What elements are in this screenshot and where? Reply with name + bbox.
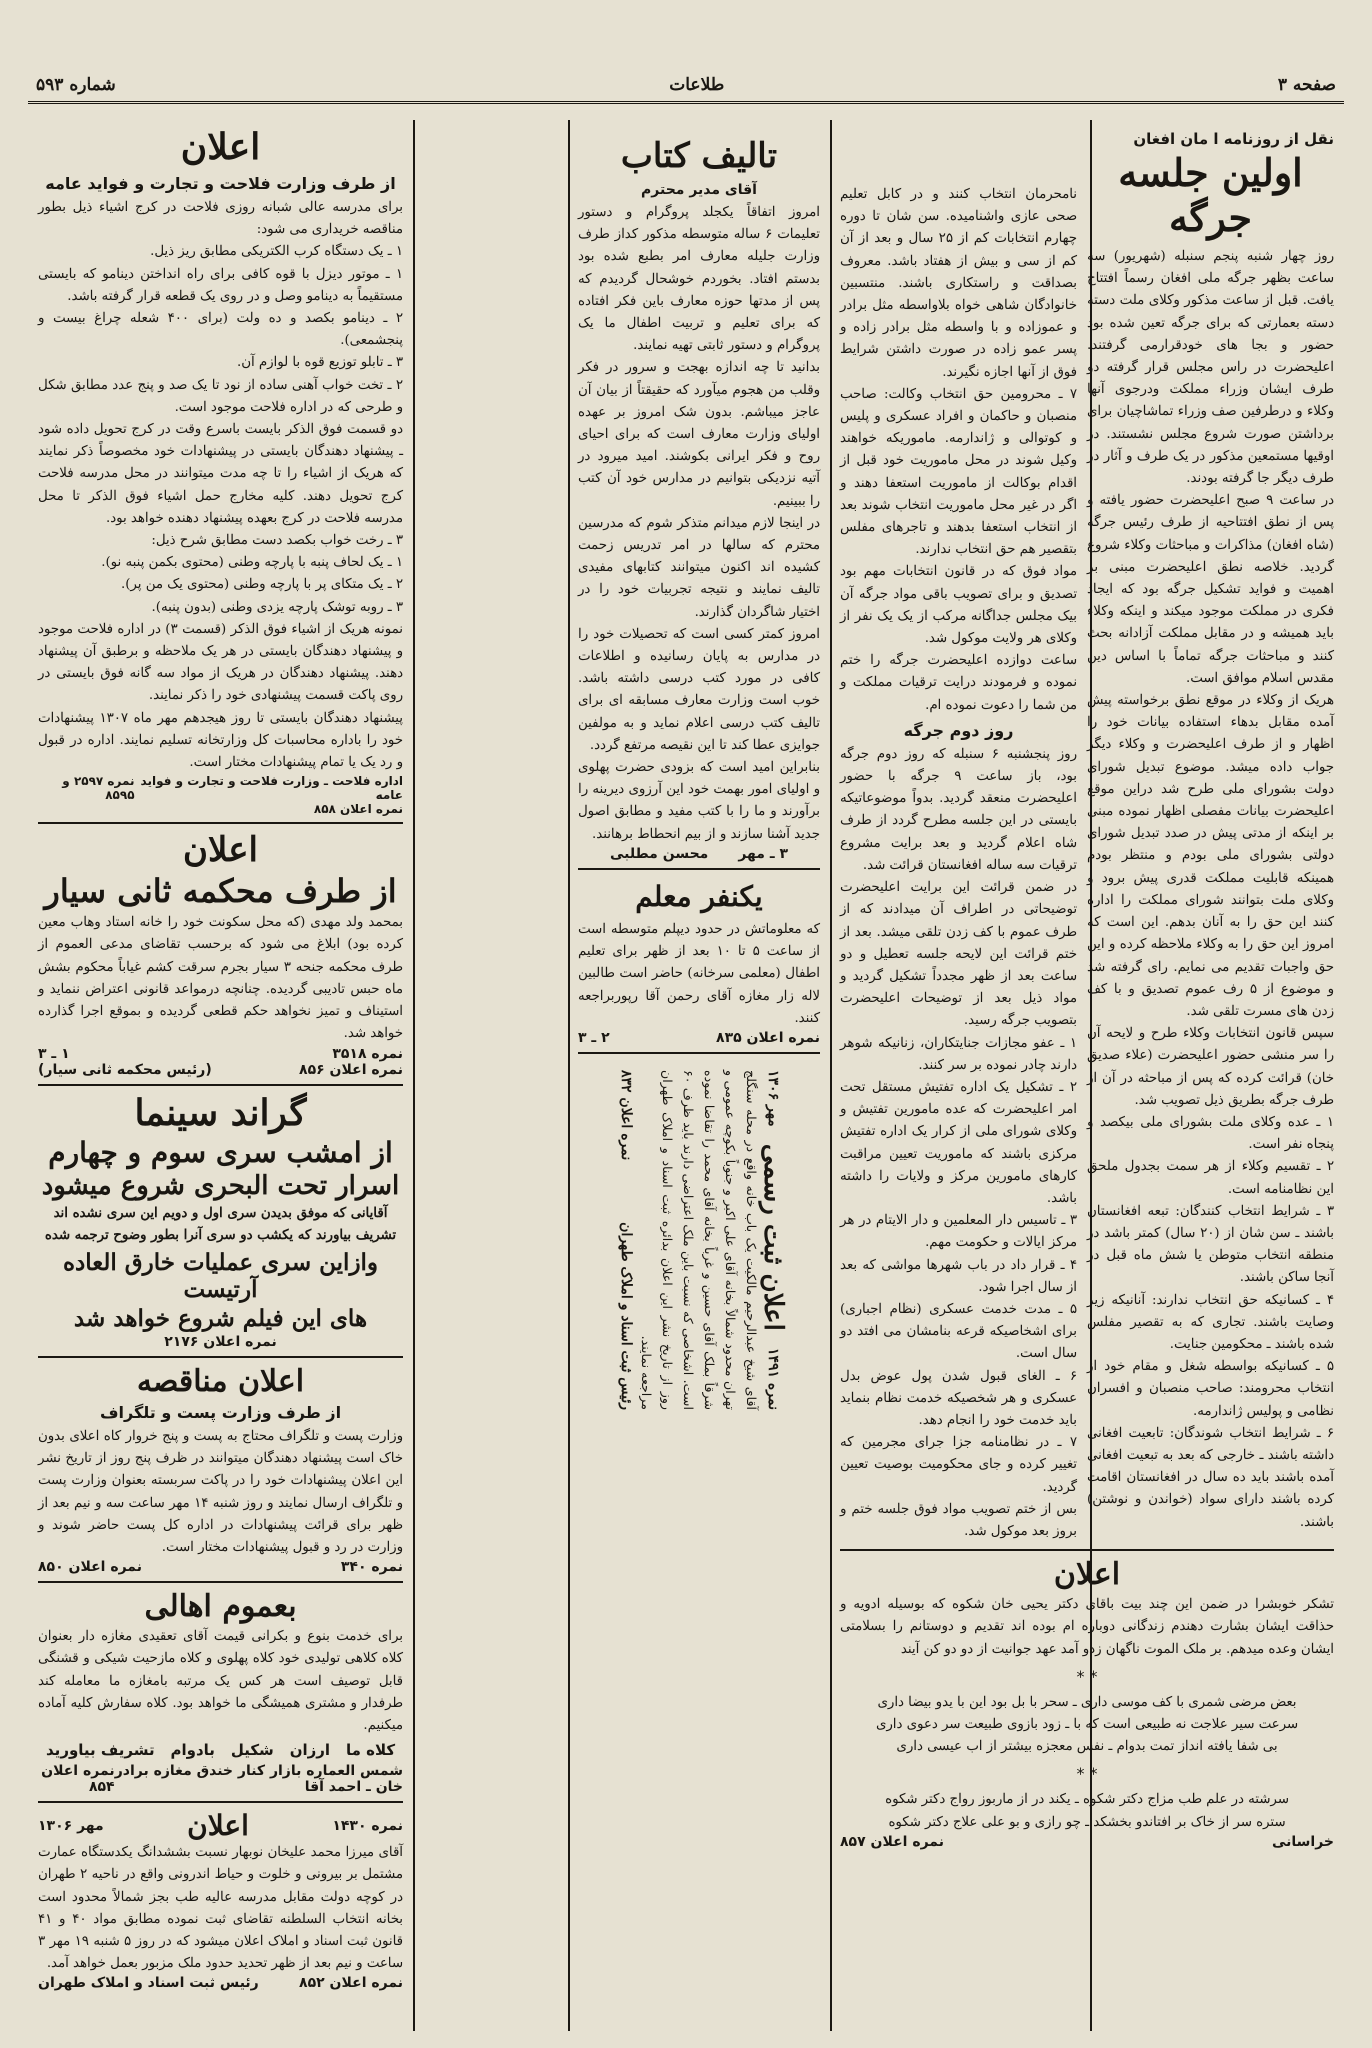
rotated-title: اعلان ثبت رسمی	[758, 1143, 788, 1331]
divider	[578, 1052, 820, 1054]
registry-footer	[38, 1975, 403, 1991]
law-item: ساعت دوازده اعلیحضرت جرگه را ختم نموده و فرمودند درایت ترقیات مملکت و من شما را دعوت نموده ام.	[840, 653, 1078, 713]
poem-verse: سرشته در علم طب مزاج دکتر شکوه ـ یکند در از ماربوز رواج دکتر شکوه	[885, 1792, 1289, 1808]
poem-verse: ستره سر از خاک بر افتاندو بخشکد ـ چو رازی و بو علی علاج دکتر شکوه	[888, 1814, 1286, 1830]
signature: خراسانی	[1271, 1833, 1334, 1850]
cinema-line: آقایانی که موفق بدیدن سری اول و دویم این سری نشده اند تشریف بیاورند که یکشب دو سری آنرا بطور وضوح ترجمه شده	[44, 1205, 397, 1243]
divider	[38, 1356, 403, 1358]
notice-body: نمونه هریک از اشیاء فوق الذکر (قسمت ۳) در اداره فلاحت موجود و پیشنهاد دهندگان بایستی در هر یک ملاحظه و برطبق آن پیشنهاد دهند. پیشنهاد دهندگان در هریک از مواد سه گانه فوق بایستی در روی پاکت قسمت پیشنهادی خود را ذکر نمایند.	[38, 621, 404, 704]
article-signoff	[578, 846, 820, 862]
notice-run: ۱ ـ ۳	[38, 1045, 70, 1062]
notice-footer	[38, 774, 403, 802]
notice-reference: نمره ۳۵۱۸	[332, 1045, 403, 1062]
notice-item: ۲ ـ تخت خواب آهنی ساده از نود تا یک صد و پنج عدد مطابق شکل و طرحی که در اداره فلاحت موجود است.	[38, 377, 403, 415]
shop-address: شمس العماره بازار کنار خندق مغازه برادر خان ـ احمد آقا	[114, 1763, 403, 1796]
rotated-footer	[615, 1070, 636, 1410]
source-line: نقل از روزنامه ا مان افغان	[1133, 130, 1334, 148]
article-paragraph: بنابراین امید است که بزودی حضرت پهلوی و اولیای امور بهمت خود این آرزوی دیرینه را برآورند و ما را با کتب مفید و مطابق اصول جدید آشنا سازند و از بیم انحطاط برهانند.	[578, 760, 820, 842]
law-item: ۳ ـ تاسیس دار المعلمین و دار الایتام در هر مرکز ایالات و حکومت مهم.	[840, 1213, 1078, 1251]
ad-number-run: ۲ ـ ۳	[578, 1029, 610, 1046]
notice-number: نمره اعلان ۸۵۶	[299, 1061, 403, 1078]
law-item: ۵ ـ کسانیکه بواسطه شغل و مقام خود از انتخاب محرومند: صاحب منصبان و افسران نظامی و پولیس ژاندارمه.	[1087, 1359, 1334, 1419]
column-notices	[28, 120, 413, 2031]
notice-number: نمره اعلان ۸۵۰	[38, 1559, 142, 1576]
notice-item: ۲ ـ یک متکای پر با پارچه وطنی (محتوی یک من پر).	[121, 577, 403, 593]
notice-item: ۳ ـ رخت خواب بکصد دست مطابق شرح ذیل:	[151, 533, 403, 549]
law-item: ۶ ـ شرایط انتخاب شوندگان: تابعیت افغانی داشته باشند ـ خارجی که بعد به تبعیت افغانی آمده باشند باید ده سال در افغانستان اقامت کرده باشند دارای سواد (خواندن و نوشتن) باشند.	[1087, 1425, 1334, 1530]
notice-body: پیشنهاد دهندگان بایستی تا روز هیجدهم مهر ماه ۱۳۰۷ پیشنهادات خود را باداره محاسبات کل وزارتخانه تسلیم نمایند. اداره در قبول و رد یک یا تمام پیشنهادات مختار است.	[38, 710, 403, 771]
public-notice-title: بعموم اهالی	[144, 1589, 297, 1625]
notice-number: نمره اعلان ۸۵۴	[41, 1763, 115, 1796]
law-item: ۲ ـ تقسیم وکلاء از هر سمت بجدول ملحق این نظامنامه است.	[1087, 1159, 1334, 1197]
notice-footer	[840, 1834, 1334, 1850]
poem-verse: سرعت سیر علاجت نه طبیعی است که با ـ زود بازوی طبیعت سر دعوی داری	[875, 1717, 1299, 1732]
slogan-word: شکیل	[230, 1741, 274, 1760]
law-item: ۶ ـ الغای قبول شدن پول عوض بدل عسکری و هر شخصیکه خدمت نظام بنماید باید خدمت خود را انجام دهد.	[840, 1368, 1078, 1428]
article-paragraph: در ضمن قرائت این برایت اعلیحضرت توضیحاتی در اطراف آن میدادند که از طرف عموم با کف زدن تلقی میشد. بعد از ختم قرائت این لایحه جلسه تعطیل و دو ساعت بعد از ظهر مجدداً تشکیل گردید و مواد ذیل بعد از توضیحات اعلیحضرت بتصویب جرگه رسید.	[840, 880, 1078, 1029]
notice-issuer: اداره فلاحت ـ وزارت فلاحت و تجارت و فواید عامه	[140, 774, 403, 803]
rotated-date: مهر ۱۳۰۶	[765, 1069, 781, 1127]
rotated-body: آقای شیخ عبدالرحیم مالکیت یک باب خانه واقع در محله سنگلج تهران محدود شمالاً بخانه آقای علی اکبر و جنوباً بکوچه عمومی و شرقاً بملک آقای حسین و غرباً بخانه آقای محمد را تقاضا نموده است. اشخاصی که نسبت باین ملک اعتراضی دارند باید ظرف ۶۰ روز از تاریخ نشر این اعلان بدائره ثبت اسناد و املاک طهران مراجعه نمایند.	[639, 1069, 759, 1410]
notice-item: ۱ ـ موتور دیزل با قوه کافی برای راه انداختن دینامو که بایستی مستقیماً به دینامو وصل و در روی یک قطعه قرار گرفته باشد.	[38, 266, 403, 304]
cinema-line: های این فیلم شروع خواهد شد	[73, 1304, 368, 1332]
tender-subtitle: از طرف وزارت پست و تلگراف	[99, 1402, 342, 1422]
notice-item: ۳ ـ تابلو توزیع قوه با لوازم آن.	[236, 355, 403, 371]
tender-number: نمره ۳۴۰	[340, 1559, 403, 1576]
public-notice-footer	[38, 1763, 403, 1795]
column-rule	[413, 120, 415, 2031]
article-paragraph: سپس قانون انتخابات وکلاء طرح و لایحه آن را سر منشی حضور اعلیحضرت (علاء صدیق خان) قرائت کرده که پس از مباحثه در آن از طرف جرگه بطریق ذیل تصویب شد.	[1087, 1026, 1334, 1108]
law-item: ۱ ـ عده وکلای ملت بشورای ملی بیکصد و پنجاه نفر است.	[1087, 1114, 1334, 1153]
separator-stars: * *	[1076, 1764, 1098, 1784]
tender-footer	[38, 1559, 403, 1575]
notice-item: ۳ ـ روبه توشک پارچه یزدی وطنی (بدون پنبه).	[151, 599, 403, 615]
notice-item: ۲ ـ دینامو بکصد و ده ولت (برای ۴۰۰ شعله چراغ بیست و پنجشمعی).	[38, 311, 404, 349]
law-item: ۷ ـ محرومین حق انتخاب وکالت: صاحب منصبان و حاکمان و افراد عسکری و پلیس و کوتوالی و ژاندارمه. ماموریکه خواهند وکیل شوند در محل ماموریت خود قبل از اقدام بوکالت از ماموریت استعفا دهند و اگر در غیر محل ماموریت انتخاب شوند بعد از انتخاب استعفا بدهند و تاجرهای مفلس بتقصیر هم حق انتخاب ندارند.	[840, 386, 1078, 558]
slogan-row	[38, 1741, 403, 1759]
notice-item: ۱ ـ یک دستگاه کرب الکتریکی مطابق ریز ذیل.	[150, 244, 403, 260]
law-item: ۲ ـ تشکیل یک اداره تفتیش مستقل تحت امر اعلیحضرت که عده مامورین تفتیش و وکلای شورای ملی از کرار یک اداره تفتیش مرکزی باشند که ماموریت تعیین مراقبت کارهای مامورین مرکز و ولایات را داشته باشد.	[840, 1079, 1078, 1206]
poem-verse: بی شفا یافته انداز تمت بدوام ـ نفس معجزه بیشتر از اب عیسی داری	[896, 1739, 1278, 1755]
notice-number: نمره اعلان ۸۵۷	[840, 1833, 944, 1850]
law-item: بس از ختم تصویب مواد فوق جلسه ختم و بروز بعد موکول شد.	[840, 1501, 1078, 1539]
article-paragraph: روز پنجشنبه ۶ سنبله که روز دوم جرگه بود، باز ساعت ۹ جرگه با حضور اعلیحضرت منعقد گردید. بدواً موضوعاتیکه بایستی در این جلسه مطرح گردد از طرف شاه اعلام گردید و بعد برایت مشروع ترقیات سه ساله افغانستان قرائت شد.	[840, 746, 1078, 873]
notice-subtitle: از طرف محکمه ثانی سیار	[44, 872, 397, 911]
jirga-article-left	[840, 126, 1077, 1543]
notice-reference: نمره ۲۵۹۷ و ۸۵۹۵	[62, 774, 135, 803]
divider	[840, 1549, 1334, 1551]
signoff-date: ۳ ـ مهر	[738, 845, 789, 862]
divider	[38, 1581, 403, 1583]
registry-date: مهر ۱۳۰۶	[38, 1817, 104, 1834]
public-notice-body: برای خدمت بنوع و بکرانی قیمت آقای تعقیدی مغازه دار بعنوان کلاه کلاهی تولیدی خود کلاه پهلوی و کلاه مازحیت شیکی و قشنگی قابل توصیف است هر کس یک مرتبه بامغازه ما معامله کند طرفدار و مشتری همیشگی ما خواهد بود. کلاه سفارش کلیه آماده میکنیم.	[38, 1629, 403, 1733]
page-number: صفحه ۳	[1277, 74, 1336, 95]
law-item: ۱ ـ عفو مجازات جنایتکاران، زنانیکه شوهر دارند چادر نموده بر سر کنند.	[840, 1035, 1078, 1073]
cinema-title: گراند سینما	[134, 1091, 307, 1134]
article-paragraph: در ساعت ۹ صبح اعلیحضرت حضور یافته و پس از نطق افتتاحیه از طرف رئیس جرگه (شاه افغان) مذاکرات و مباحثات وکلاء شروع گردید. خلاصه نطق اعلیحضرت مبنی بر اهمیت و فواید تشکیل جرگه بود که ایجاد فکری در مملکت موجود میکند و اینکه وکلاء باید همیشه و در مقابل مملکت آزادانه بحث کنند و مباحثات جرگه تماماً با اساس دین مقدس اسلام موافق است.	[1087, 493, 1335, 686]
rotated-notice-number: نمره اعلان ۸۳۲	[618, 1069, 634, 1161]
law-item: ۳ ـ شرایط انتخاب کنندگان: تبعه افغانستان باشند ـ سن شان از (۲۰ سال) کمتر باشد در منطقه انتخاب متوطن یا شش ماه قبل در آنجا ساکن باشند.	[1087, 1203, 1334, 1286]
registry-number: نمره ۱۴۳۰	[332, 1817, 403, 1834]
article-paragraph: نامحرمان انتخاب کنند و در کابل تعلیم صحی عازی واشنامیده. سن شان تا دوره چهارم انتخابات کم از ۲۵ سال و بعد از آن کم از سی و بیش از هفتاد باشد. معروف بصداقت و راستکاری باشند. منتسبین خانوادگان شاهی خواه بلاواسطه مثل برادر و عموزاده و با واسطه مثل برادر زاده و پسر عمو زاده در صورت داشتن شرایط فوق از آنها اجازه نگیرند.	[840, 187, 1078, 380]
notice-footer	[38, 802, 403, 816]
divider	[578, 868, 820, 870]
law-item: مواد فوق که در قانون انتخابات مهم بود تصدیق و برای تصویب باقی مواد جرگه آن بیک مجلس جداگانه مرکب از یک یک نفر از وکلای هر ولایت موکول شد.	[840, 564, 1078, 647]
notice-title: اعلان	[180, 126, 261, 168]
divider	[38, 822, 403, 824]
ad-title: یکنفر معلم	[635, 879, 763, 913]
separator-stars: * *	[1076, 1666, 1098, 1686]
ad-footer	[578, 1030, 820, 1046]
cinema-line: وازاین سری عملیات خارق العاده آرتیست	[62, 1248, 379, 1303]
tender-body: وزارت پست و تلگراف محتاج به پست و پنج خروار کاه اعلای بدون خاک است پیشنهاد دهندگان میتوانند در ظرف پنج روز از تاریخ نشر این اعلان پیشنهادات خود را در پاکت سربسته بعنوان وزارت پست و تلگراف ارسال نمایند و روز شنبه ۱۴ مهر ساعت سه و نیم بعد از ظهر برای قرائت پیشنهادات در اداره کل پست حاضر شوند و وزارت در رد و قبول پیشنهادات مختار است.	[38, 1428, 403, 1555]
newspaper-page	[28, 56, 1344, 2031]
divider	[38, 1801, 403, 1803]
article-paragraph: امروز کمتر کسی است که تحصیلات خود را در مدارس به پایان رسانیده و اطلاعات کافی در مورد کتب درسی داشته باشد. خوب است وزارت معارف مسابقه ای برای تالیف کتب درسی اعلام نماید و به مولفین جوایزی عطا کند تا این نقیصه مرتفع گردد.	[578, 626, 820, 753]
notice-body: تشکر خوبشرا در ضمن این چند بیت باقای دکتر یحیی خان شکوه که بوسیله ادویه و حذاقت ایشان بشارت دهندم زندگانی دوباره ام بوده اند تقدیم و دوستانم را بسلامتی ایشان وعده میدهم. بر ملک الموت ناگهان زدو آمد عهد جوانیت از دو دو کن آیند	[840, 1597, 1335, 1657]
notice-title: اعلان	[1053, 1557, 1121, 1593]
law-item: ۵ ـ مدت خدمت عسکری (نظام اجباری) برای اشخاصیکه قرعه بنامشان می افتد دو سال است.	[840, 1301, 1078, 1362]
poem-verse: بعض مرضی شمری با کف موسی داری ـ سحر با بل بود این با یدو بیضا داری	[877, 1694, 1297, 1710]
column-book	[568, 120, 830, 2031]
law-item: ۴ ـ قرار داد در باب شهرها مواشی که بعد از سال اجرا شود.	[840, 1257, 1078, 1295]
ad-number: نمره اعلان ۸۳۵	[716, 1029, 820, 1046]
registry-header	[38, 1809, 403, 1842]
cinema-line: اسرار تحت البحری شروع میشود	[41, 1170, 400, 1201]
column-jirga	[830, 120, 1344, 2031]
rotated-number: نمره ۱۴۹۱	[765, 1347, 781, 1410]
slogan-word: کلاه ما	[345, 1741, 396, 1760]
section-heading: روز دوم جرگه	[903, 720, 1014, 740]
article-paragraph: بدانید تا چه اندازه بهجت و سرور در فکر وقلب من هجوم میآورد که حقیقتاً از بیان آن عاجز میباشم. بدون شک امروز بر عهده اولیای وزارت معارف است که برای احیای روح و فکر ایرانی بکوشند. امید میرود در آتیه نزدیکی بتوانیم در مدارس خود آن کتب را ببینیم.	[578, 360, 820, 509]
slogan-word: بادوام	[170, 1741, 215, 1760]
notice-subtitle: از طرف وزارت فلاحت و تجارت و فواید عامه	[45, 174, 396, 193]
notice-footer	[38, 1062, 403, 1078]
thanks-notice	[840, 1557, 1334, 1850]
divider	[38, 1084, 403, 1086]
cinema-line: از امشب سری سوم و چهارم	[48, 1135, 393, 1169]
article-title: تالیف کتاب	[620, 136, 778, 176]
notice-number: نمره اعلان ۲۱۷۶	[164, 1333, 277, 1350]
slogan-word: تشریف بیاورید	[46, 1741, 155, 1760]
article-paragraph: روز چهار شنبه پنجم سنبله (شهریور) سه ساعت بظهر جرگه ملی افغان رسماً افتتاح یافت. قبل از ساعت مذکور وکلای ملت دسته دسته بعمارتی که برای جرگه تعین شده بود حضور و بجا های خودقرارمی گرفتند. اعلیحضرت در راس مجلس قرار گرفته دو طرف ایشان وزراء مملکت ودرجوی آنها وکلاء و درطرفین صف وزراء تماشاچیان برای برداشتن صورت شروع مجلس نشستند. در اوقیها مستمعین مذکور در یک طرف و آثار در طرف دیگر جا گرفته بودند.	[1087, 249, 1334, 487]
rotated-header	[758, 1069, 788, 1410]
slogan-word: ارزان	[289, 1741, 331, 1760]
rotated-registry-notice	[578, 1060, 820, 1420]
article-paragraph: امروز اتفاقاً یکجلد پروگرام و دستور تعلیمات ۶ ساله متوسطه مذکور کداز طرف وزارت جلیله معارف امر بطبع شده بود بدستم افتاد. بخوردم خوشحال گردیدم که پس از مدتها حوزه معارف باین فکر افتاده که برای تعلیم و تربیت اطفال ما یک پروگرام و دستور ثابتی تهیه نمایند.	[578, 205, 820, 354]
article-paragraph: هریک از وکلاء در موقع نطق برخواسته پیش آمده مقابل بدهاء استفاده بیانات خود را اظهار و از طرف اعلیحضرت و وکلاء دیگر جواب داده میشد. موضوع تبدیل شورای دولت بشورای ملی طرح شد دراین موقع اعلیحضرت بیانات مفصلی اظهار نموده مبنی بر اینکه از مدتی پیش در صدد تبدیل شورای دولتی بشورای ملی بودم و منتظر بودم همینکه قابلیت مملکت قدری پیش برود و وکلای ملت بتوانند شورای مملکت را اداره کنند این حق را به آنان بدهم. این است که امروز این حق را به وکلاء ملاحظه کرده و این حق واجبات تقدیم می نمایم. رای گرفته شد و موضوع از ۵ رف عموم تصدیق و با کف زدن های مسرت تلقی شد.	[1087, 693, 1335, 1019]
rotated-text-block	[615, 1069, 788, 1410]
rotated-signer: رئیس ثبت اسناد و املاک طهران	[618, 1222, 634, 1410]
notice-number: نمره اعلان ۸۵۲	[299, 1975, 403, 1992]
notice-number: نمره اعلان ۸۵۸	[313, 802, 403, 817]
article-paragraph: در اینجا لازم میدانم متذکر شوم که مدرسین محترم که سالها در امر تدریس زحمت کشیده اند اکنون میتوانند کتابهای مفیدی تالیف نمایند و نتیجه تجربیات خود را در اختیار شاگردان گذارند.	[578, 515, 820, 620]
jirga-article-right	[1087, 126, 1334, 1543]
notice-body: بمحمد ولد مهدی (که محل سکونت خود را خانه استاد وهاب معین کرده بود) ابلاغ می شود که برحسب تقاضای مدعی العموم از طرف محکمه جنحه ۳ سیار بجرم سرقت کشم غیاباً محکوم بشش ماه حبس تادیبی گردیده. چنانچه درمواعد قانونی اعتراض ننماید و استیناف و تمیز نخواهد حکم قطعی گردیده و بموقع اجرا گذارده خواهد شد.	[38, 915, 403, 1042]
tender-title: اعلان مناقصه	[136, 1363, 305, 1399]
notice-body: برای مدرسه عالی شبانه روزی فلاحت در کرج اشیاء ذیل بطور مناقصه خریداری می شود:	[38, 200, 403, 238]
paper-name: طلاعات	[669, 74, 725, 95]
notice-title: اعلان	[183, 830, 258, 871]
notice-issuer: (رئیس محکمه ثانی سیار)	[38, 1061, 212, 1078]
law-item: ۷ ـ در نظامنامه جزا جرای مجرمین که تغییر کرده و جای محکومیت بوصیت تعیین گردید.	[840, 1435, 1078, 1495]
notice-body: دو قسمت فوق الذکر بایست باسرع وقت در کرج تحویل داده شود ـ پیشنهاد دهندگان بایستی در پیشنهادات خود مخصوصاً ذکر نمایند که هریک از اشیاء را تا چه مدت میتوانند در محل مدرسه فلاحت کرج تحویل دهند. کلیه مخارج حمل اشیاء فوق الذکر تا محل مدرسه فلاحت در کرج بعهده پیشنهاد دهنده خواهد بود.	[38, 422, 403, 526]
addressee: آقای مدیر محترم	[641, 182, 757, 198]
signoff-name: محسن مطلبی	[609, 845, 709, 862]
registry-title: اعلان	[187, 1809, 249, 1843]
notice-footer	[38, 1046, 403, 1062]
law-item: ۴ ـ کسانیکه حق انتخاب ندارند: آنانیکه زیر وصایت باشند. تجاری که به تقصیر مفلس شده باشند ـ محکومین جنایت.	[1087, 1292, 1334, 1352]
ad-body: که معلوماتش در حدود دیپلم متوسطه است از ساعت ۵ تا ۱۰ بعد از ظهر برای تعلیم اطفال (معلمی سرخانه) حاضر است طالبین لاله زار مغازه آقای رحمن آقا رپوربراجعه کنند.	[578, 921, 820, 1026]
issue-number: شماره ۵۹۳	[36, 74, 116, 95]
masthead	[28, 68, 1344, 104]
notice-item: ۱ ـ یک لحاف پنبه با پارچه وطنی (محتوی بکمن پنبه نو).	[101, 555, 403, 571]
registry-body: آقای میرزا محمد علیخان نوبهار نسبت بششدانگ یکدستگاه عمارت مشتمل بر بیرونی و خلوت و حیاط اندرونی واقع در ناحیه ۲ طهران در کوچه دولت مقابل مدرسه عالیه طب بجز شمالاً محدود است بخانه انتخاب السلطنه تقاضای ثبت نموده مطابق مواد ۴۰ و ۴۱ قانون ثبت اسناد و املاک اعلان میشود که در روز ۵ شنبه ۱۹ مهر ۳ ساعت و نیم بعد از ظهر تحدید حدود ملک مزبور بعمل خواهد آمد.	[38, 1845, 403, 1972]
article-title: اولین جلسه جرگه	[1118, 150, 1303, 240]
registry-signer: رئیس ثبت اسناد و املاک طهران	[38, 1975, 259, 1992]
